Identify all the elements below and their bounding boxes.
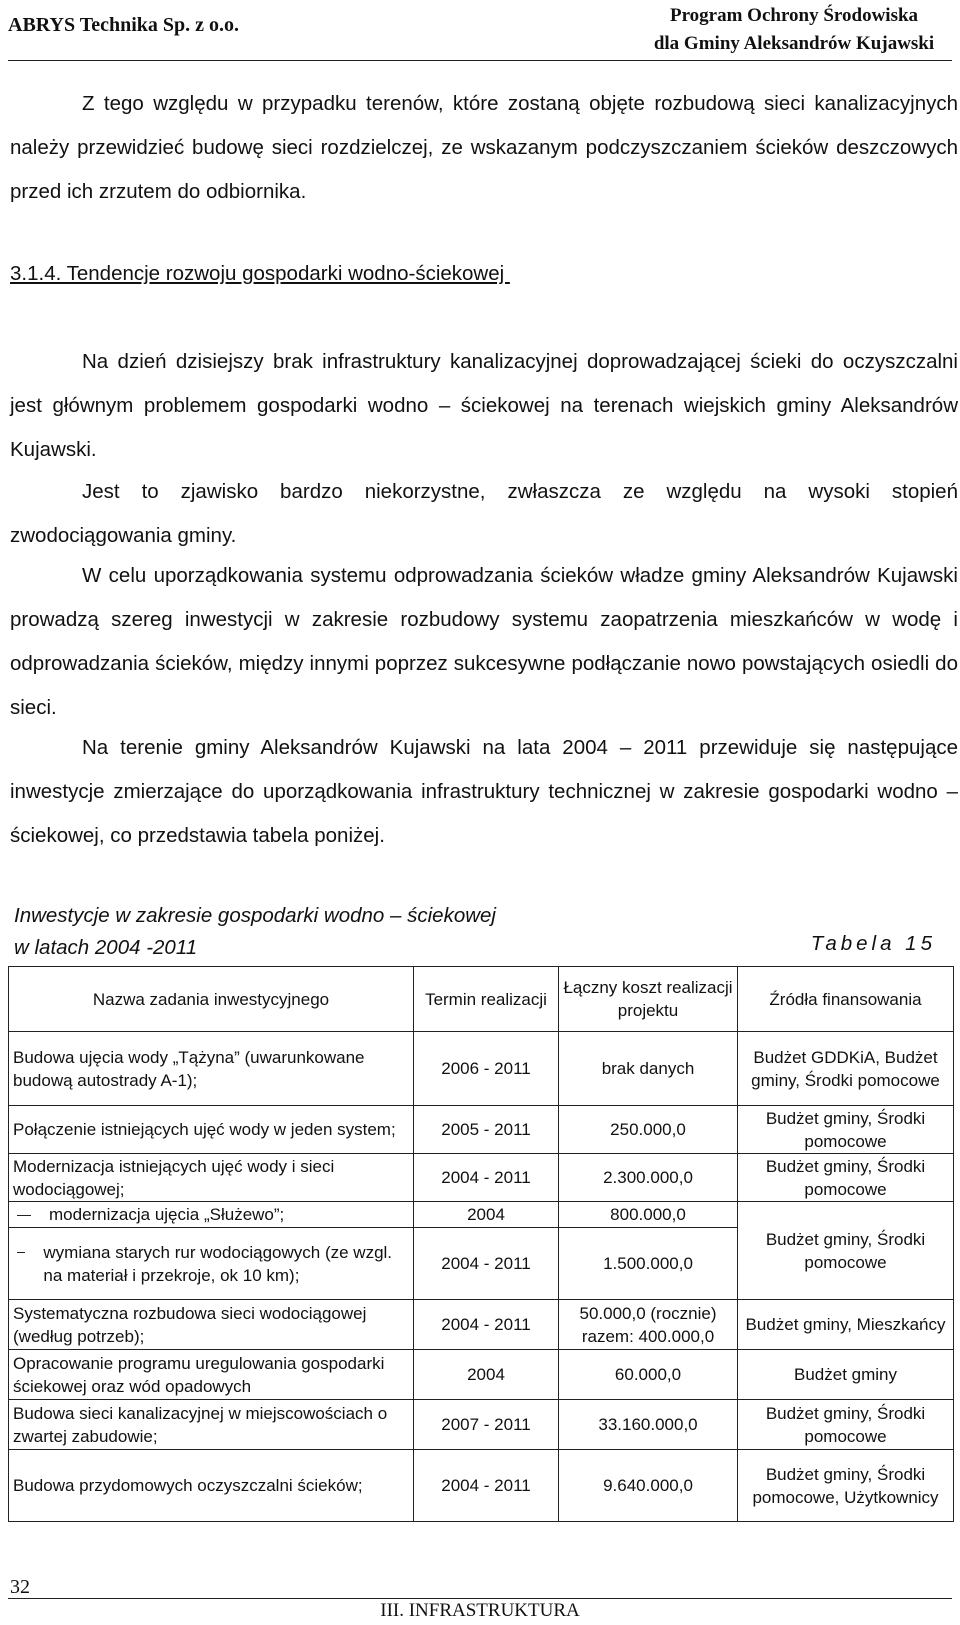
task-cell: Budowa przydomowych oczyszczalni ścieków; [9,1450,414,1522]
table-label: Tabela 15 [810,932,936,955]
cost-cell: 50.000,0 (rocznie) razem: 400.000,0 [559,1300,738,1350]
task-cell: Budowa ujęcia wody „Tążyna” (uwarunkowane budową autostrady A-1); [9,1032,414,1106]
task-cell [9,1202,414,1228]
source-cell: Budżet gminy, Środki pomocowe [738,1106,954,1154]
term-cell: 2004 - 2011 [414,1228,559,1300]
term-cell: 2005 - 2011 [414,1106,559,1154]
cost-cell: 250.000,0 [559,1106,738,1154]
source-cell: Budżet GDDKiA, Budżet gminy, Środki pomocowe [738,1032,954,1106]
list-dash [17,1252,25,1253]
table-row [9,1450,954,1522]
term-cell: 2004 - 2011 [414,1154,559,1202]
document-title-line2: dla Gminy Aleksandrów Kujawski [653,33,935,54]
cost-cell: 9.640.000,0 [559,1450,738,1522]
section-heading: 3.1.4. Tendencje rozwoju gospodarki wodno-ściekowej [10,262,510,285]
task-cell: Modernizacja istniejących ujęć wody i sieci wodociągowej; [9,1154,414,1202]
investment-table [8,966,954,1522]
cost-cell: 60.000,0 [559,1350,738,1400]
subtask-label: modernizacja ujęcia „Służewo”; [49,1205,285,1224]
document-title [654,2,934,58]
table-row [9,1350,954,1400]
table-title [14,900,496,964]
paragraph-5: Na terenie gminy Aleksandrów Kujawski na lata 2004 – 2011 przewiduje się następujące inwestycje zmierzające do uporządkowania infrastruktury technicznej w zakresie gospodarki wodno – ściekowej, co przedstawia tabela poniżej. [10,736,958,847]
task-cell: Połączenie istniejących ujęć wody w jeden system; [9,1106,414,1154]
document-title-line1: Program Ochrony Środowiska [669,5,919,26]
source-cell: Budżet gminy, Środki pomocowe [738,1400,954,1450]
list-dash [17,1215,31,1216]
cost-cell: 33.160.000,0 [559,1400,738,1450]
source-cell: Budżet gminy, Środki pomocowe [738,1202,954,1300]
page-header [0,0,960,62]
task-cell: Systematyczna rozbudowa sieci wodociągowej (według potrzeb); [9,1300,414,1350]
chapter-footer: III. INFRASTRUKTURA [380,1600,580,1621]
table-row [9,1154,954,1202]
task-cell: Opracowanie programu uregulowania gospodarki ściekowej oraz wód opadowych [9,1350,414,1400]
term-cell: 2007 - 2011 [414,1400,559,1450]
term-cell: 2004 [414,1350,559,1400]
page-number: 32 [10,1576,30,1598]
term-cell: 2004 [414,1202,559,1228]
header-source: Źródła finansowania [738,967,954,1032]
table-row [9,1032,954,1106]
table-row [9,1300,954,1350]
cost-cell: brak danych [559,1032,738,1106]
cost-cell: 800.000,0 [559,1202,738,1228]
task-cell: Budowa sieci kanalizacyjnej w miejscowościach o zwartej zabudowie; [9,1400,414,1450]
header-task: Nazwa zadania inwestycyjnego [9,967,414,1032]
table-header-row [9,967,954,1032]
term-cell: 2006 - 2011 [414,1032,559,1106]
cost-cell: 2.300.000,0 [559,1154,738,1202]
term-cell: 2004 - 2011 [414,1300,559,1350]
table-row [9,1106,954,1154]
header-cost: Łączny koszt realizacji projektu [559,967,738,1032]
term-cell: 2004 - 2011 [414,1450,559,1522]
header-term: Termin realizacji [414,967,559,1032]
cost-cell: 1.500.000,0 [559,1228,738,1300]
paragraph-1: Z tego względu w przypadku terenów, które zostaną objęte rozbudową sieci kanalizacyjnych należy przewidzieć budowę sieci rozdzielczej, ze wskazanym podczyszczaniem ścieków deszczowych przed ich zrzutem do odbiornika. [10,92,958,203]
header-divider [8,60,952,61]
source-cell: Budżet gminy, Środki pomocowe, Użytkownicy [738,1450,954,1522]
source-cell: Budżet gminy, Mieszkańcy [738,1300,954,1350]
table-title-line2: w latach 2004 -2011 [14,936,198,959]
source-cell: Budżet gminy [738,1350,954,1400]
footer-divider [8,1598,952,1599]
table-title-line1: Inwestycje w zakresie gospodarki wodno – ściekowej [14,904,496,927]
paragraph-4: W celu uporządkowania systemu odprowadzania ścieków władze gminy Aleksandrów Kujawski prowadzą szereg inwestycji w zakresie rozbudowy systemu zaopatrzenia mieszkańców w wodę i odprowadzania ścieków, między innymi poprzez sukcesywne podłączanie nowo powstających osiedli do sieci. [10,564,958,719]
paragraph-3: Jest to zjawisko bardzo niekorzystne, zwłaszcza ze względu na wysoki stopień zwodociągowania gminy. [10,480,958,547]
table-row [9,1400,954,1450]
task-cell [9,1228,414,1300]
subtask-label: wymiana starych rur wodociągowych (ze wzgl. na materiał i przekroje, ok 10 km); [43,1242,393,1285]
table-row [9,1202,954,1228]
company-name: ABRYS Technika Sp. z o.o. [8,14,240,36]
paragraph-2: Na dzień dzisiejszy brak infrastruktury kanalizacyjnej doprowadzającej ścieki do oczyszczalni jest głównym problemem gospodarki wodno – ściekowej na terenach wiejskich gminy Aleksandrów Kujawski. [10,350,958,461]
source-cell: Budżet gminy, Środki pomocowe [738,1154,954,1202]
